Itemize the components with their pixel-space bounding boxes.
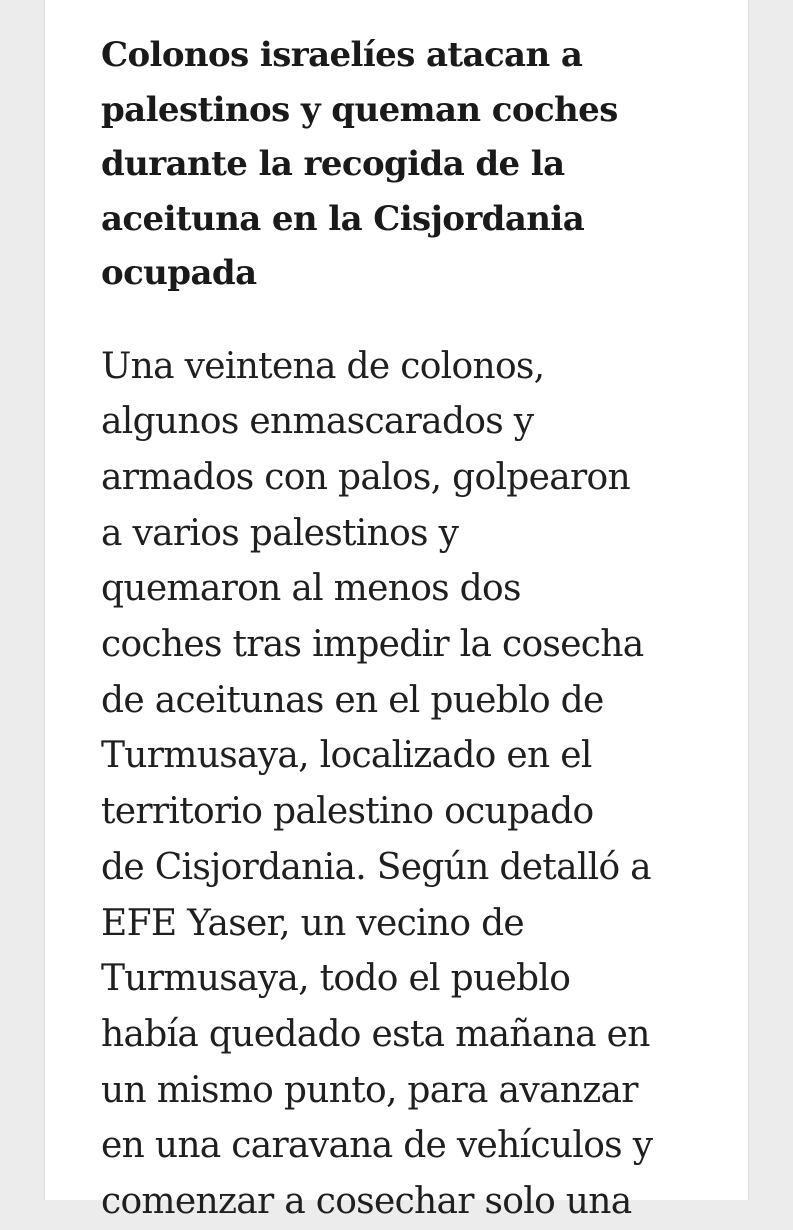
article-headline: [101, 28, 741, 301]
body-line: armados con palos, golpearon: [101, 456, 630, 498]
body-line: de Cisjordania. Según detalló a: [101, 846, 651, 888]
headline-line: aceituna en la Cisjordania: [101, 198, 585, 239]
headline-line: durante la recogida de la: [101, 144, 565, 184]
headline-line: palestinos y queman coches: [101, 89, 618, 130]
article-body: [101, 339, 741, 1230]
body-line: algunos enmascarados y: [101, 401, 534, 443]
body-line: en una caravana de vehículos y: [101, 1125, 653, 1167]
body-line: a varios palestinos y: [101, 512, 459, 554]
news-article: [101, 28, 741, 1230]
body-line: Turmusaya, localizado en el: [101, 735, 592, 777]
body-line: coches tras impedir la cosecha: [101, 624, 644, 666]
body-line: quemaron al menos dos: [101, 568, 521, 610]
body-line: EFE Yaser, un vecino de: [101, 902, 525, 944]
body-line: Turmusaya, todo el pueblo: [101, 958, 571, 1000]
body-line: un mismo punto, para avanzar: [101, 1069, 638, 1111]
body-line: había quedado esta mañana en: [101, 1013, 650, 1055]
headline-line: Colonos israelíes atacan a: [101, 35, 583, 75]
body-line: de aceitunas en el pueblo de: [101, 679, 604, 721]
body-line: territorio palestino ocupado: [101, 791, 594, 833]
headline-line: ocupada: [101, 253, 257, 293]
body-line: Una veintena de colonos,: [101, 345, 545, 387]
body-line: comenzar a cosechar solo una: [101, 1181, 632, 1223]
article-page: [44, 0, 749, 1223]
